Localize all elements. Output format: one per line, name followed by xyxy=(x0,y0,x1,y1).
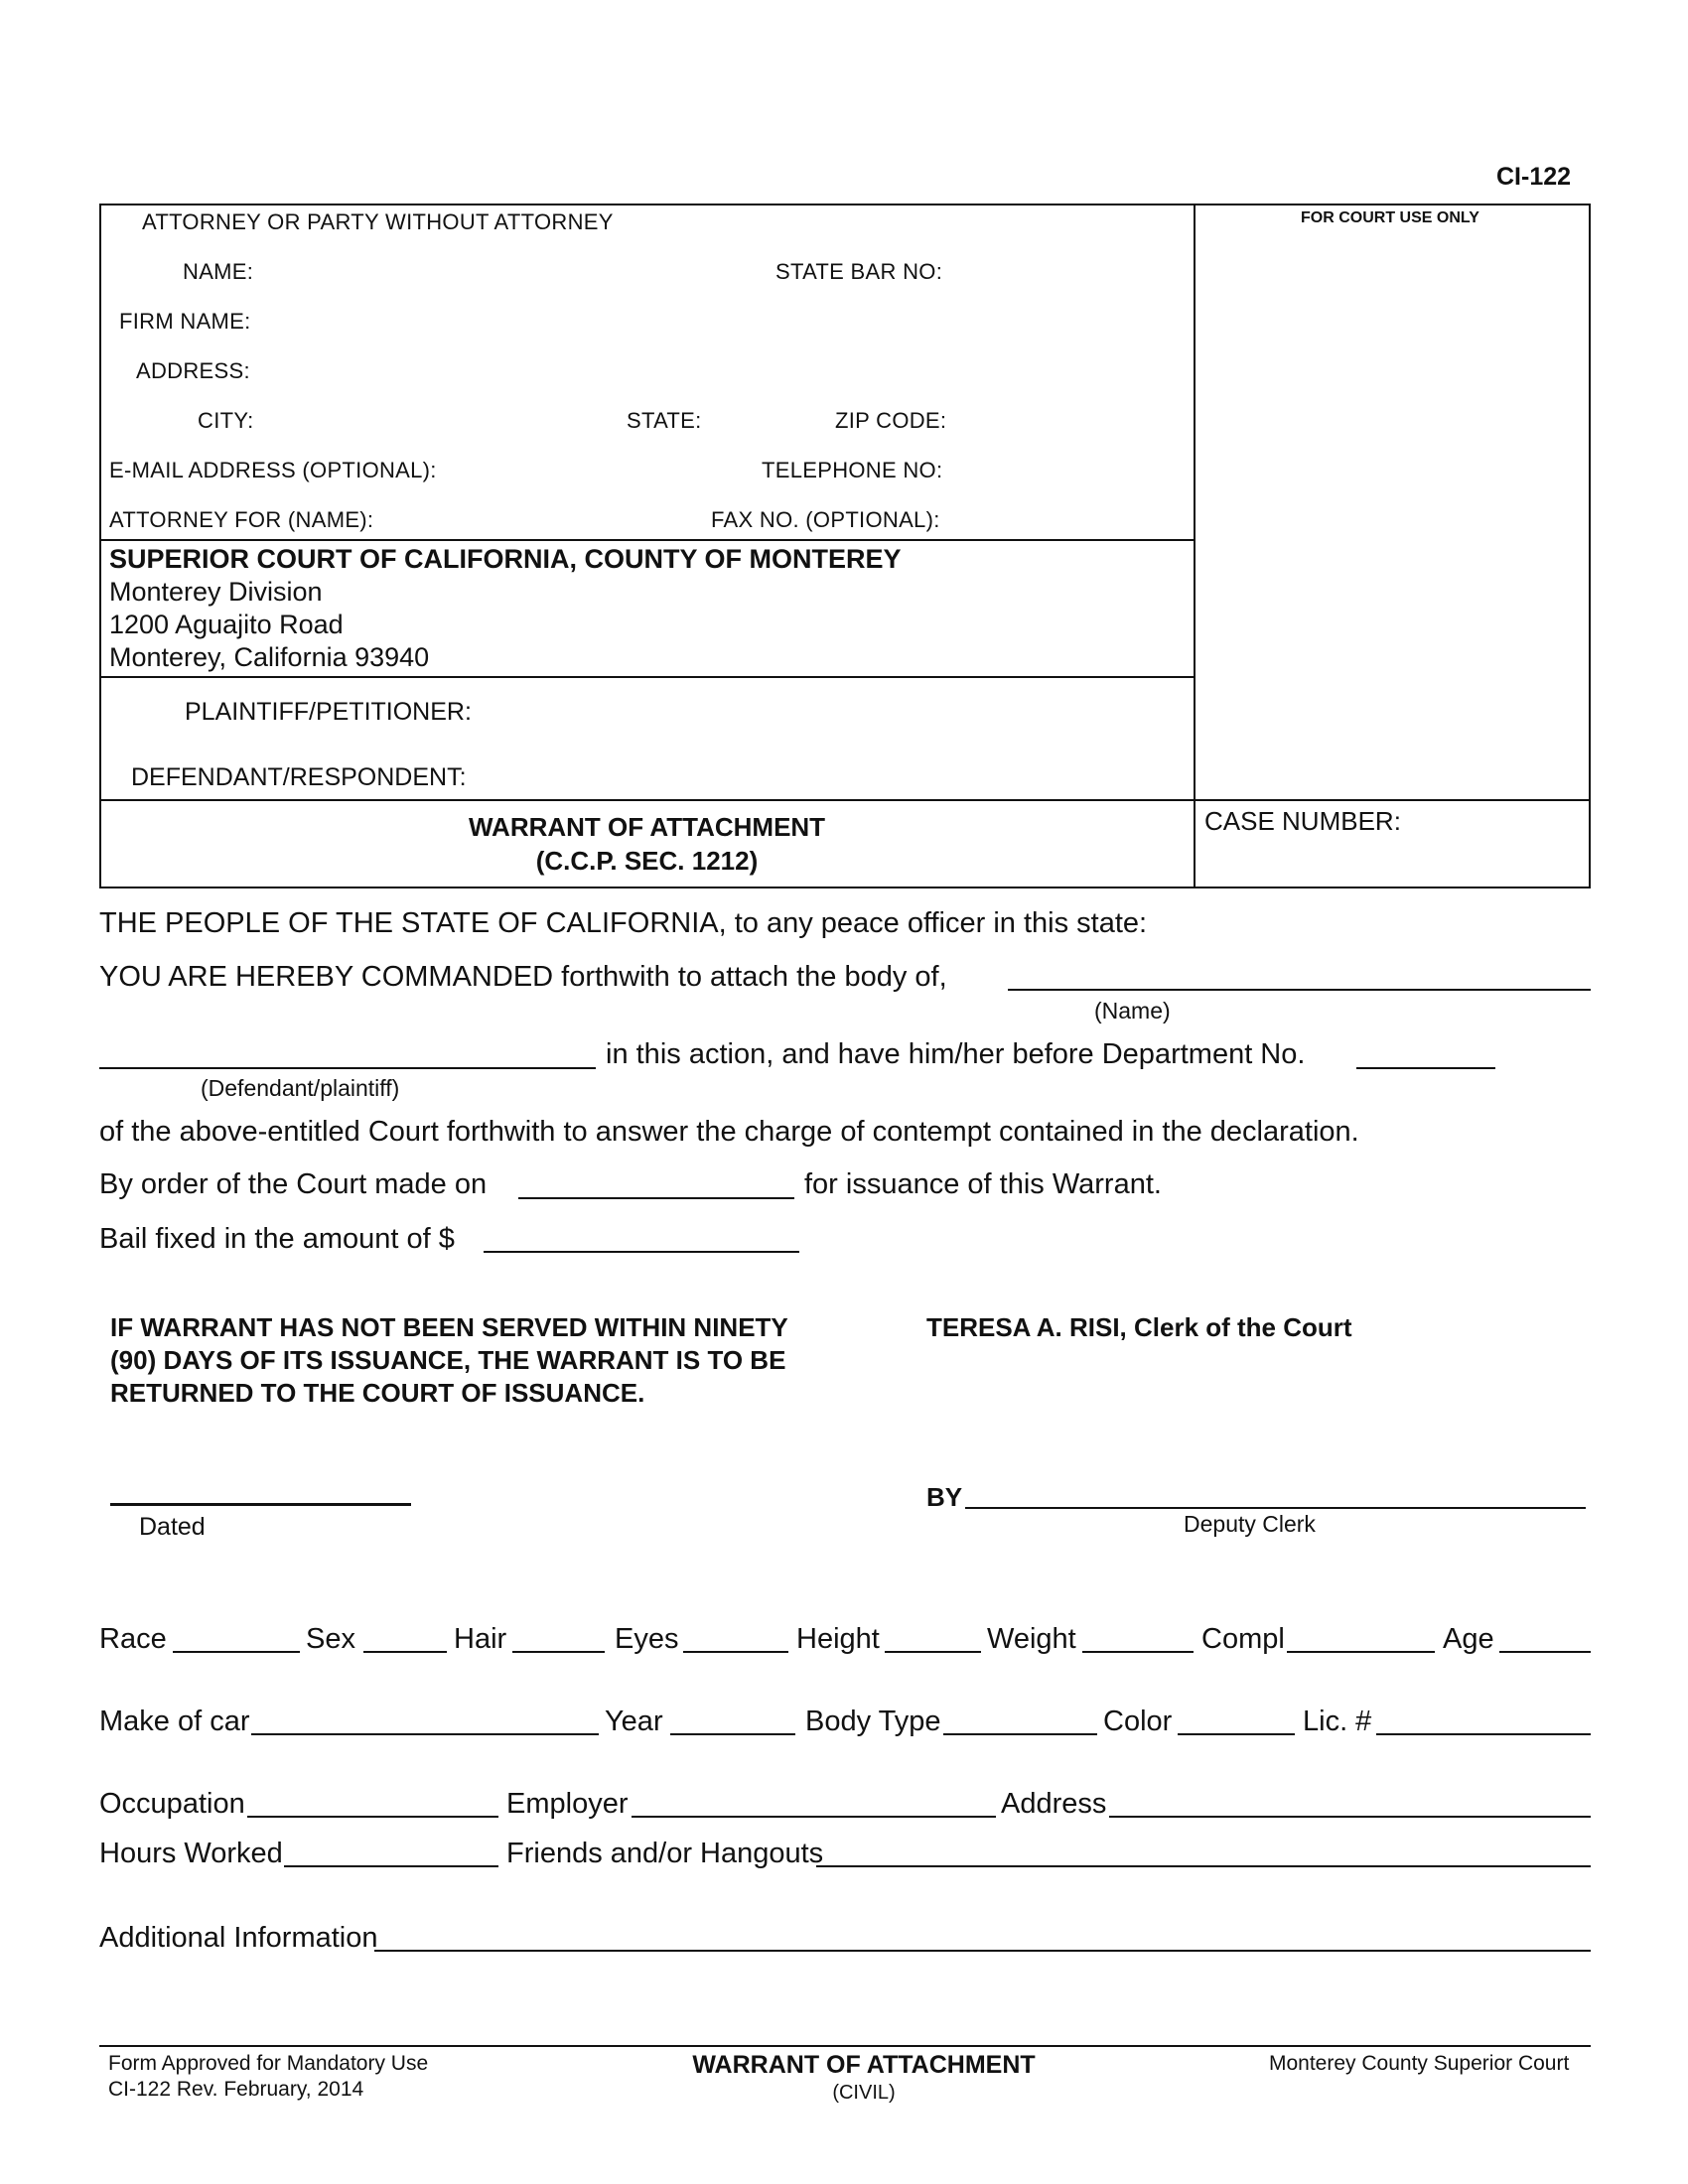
lic-blank[interactable] xyxy=(1376,1733,1591,1735)
court-use-divider xyxy=(1194,204,1196,888)
year-blank[interactable] xyxy=(670,1733,795,1735)
eyes-label: Eyes xyxy=(615,1623,679,1655)
hours-worked-blank[interactable] xyxy=(284,1865,498,1867)
party-blank[interactable] xyxy=(99,1067,596,1069)
color-blank[interactable] xyxy=(1178,1733,1295,1735)
race-blank[interactable] xyxy=(173,1651,300,1653)
footer-title: WARRANT OF ATTACHMENT xyxy=(692,2051,1036,2079)
state-bar-label[interactable]: STATE BAR NO: xyxy=(775,259,943,284)
clerk-name: TERESA A. RISI, Clerk of the Court xyxy=(926,1312,1352,1342)
make-of-car-blank[interactable] xyxy=(251,1733,599,1735)
divider-title xyxy=(99,799,1591,801)
lic-label: Lic. # xyxy=(1303,1706,1372,1737)
in-action-text: in this action, and have him/her before Department No. xyxy=(606,1038,1306,1070)
deputy-signature-line[interactable] xyxy=(965,1507,1586,1509)
form-number: CI-122 xyxy=(1496,163,1572,191)
year-label: Year xyxy=(605,1706,663,1737)
friends-blank[interactable] xyxy=(816,1865,1591,1867)
dated-line[interactable] xyxy=(110,1503,411,1506)
address-label[interactable]: ADDRESS: xyxy=(136,358,250,383)
divider-court-parties xyxy=(99,676,1195,678)
footer-court: Monterey County Superior Court xyxy=(1269,2052,1570,2075)
court-street: 1200 Aguajito Road xyxy=(109,610,344,639)
body-type-blank[interactable] xyxy=(943,1733,1097,1735)
dated-label: Dated xyxy=(139,1513,206,1541)
bail-blank[interactable] xyxy=(484,1251,799,1253)
weight-label: Weight xyxy=(987,1623,1076,1655)
weight-blank[interactable] xyxy=(1082,1651,1194,1653)
court-name: SUPERIOR COURT OF CALIFORNIA, COUNTY OF MONTEREY xyxy=(109,544,902,574)
occupation-blank[interactable] xyxy=(247,1816,498,1818)
bail-text: Bail fixed in the amount of $ xyxy=(99,1223,455,1255)
body-type-label: Body Type xyxy=(805,1706,941,1737)
people-line: THE PEOPLE OF THE STATE OF CALIFORNIA, to any peace officer in this state: xyxy=(99,907,1148,939)
notice-line-1: IF WARRANT HAS NOT BEEN SERVED WITHIN NINETY xyxy=(110,1312,788,1342)
order-prefix: By order of the Court made on xyxy=(99,1168,488,1200)
height-blank[interactable] xyxy=(885,1651,981,1653)
hours-worked-label: Hours Worked xyxy=(99,1838,283,1869)
address-label-desc: Address xyxy=(1001,1788,1107,1820)
additional-info-blank[interactable] xyxy=(374,1950,1591,1952)
compl-label: Compl xyxy=(1201,1623,1285,1655)
commanded-text: YOU ARE HEREBY COMMANDED forthwith to attach the body of, xyxy=(99,961,947,993)
email-label[interactable]: E-MAIL ADDRESS (OPTIONAL): xyxy=(109,458,437,482)
above-entitled-text: of the above-entitled Court forthwith to answer the charge of contempt contained in the declaration. xyxy=(99,1116,1359,1148)
footer-rule xyxy=(99,2045,1591,2047)
divider-attorney-court xyxy=(99,539,1195,541)
age-blank[interactable] xyxy=(1499,1651,1591,1653)
zip-label[interactable]: ZIP CODE: xyxy=(835,408,947,433)
footer-civil: (CIVIL) xyxy=(832,2082,896,2104)
by-label: BY xyxy=(926,1482,963,1512)
make-of-car-label: Make of car xyxy=(99,1706,250,1737)
state-label[interactable]: STATE: xyxy=(627,408,702,433)
attorney-for-label[interactable]: ATTORNEY FOR (NAME): xyxy=(109,507,374,532)
form-subtitle: (C.C.P. SEC. 1212) xyxy=(535,846,759,876)
order-suffix: for issuance of this Warrant. xyxy=(804,1168,1162,1200)
sex-label: Sex xyxy=(306,1623,355,1655)
color-label: Color xyxy=(1103,1706,1173,1737)
attorney-heading: ATTORNEY OR PARTY WITHOUT ATTORNEY xyxy=(142,209,614,234)
name-label[interactable]: NAME: xyxy=(183,259,254,284)
additional-info-label: Additional Information xyxy=(99,1922,378,1954)
employer-blank[interactable] xyxy=(632,1816,996,1818)
court-use-label: FOR COURT USE ONLY xyxy=(1301,209,1479,226)
name-caption: (Name) xyxy=(1094,998,1171,1024)
case-number-label[interactable]: CASE NUMBER: xyxy=(1204,806,1401,836)
order-date-blank[interactable] xyxy=(518,1197,794,1199)
footer-approved: Form Approved for Mandatory Use xyxy=(108,2052,429,2075)
compl-blank[interactable] xyxy=(1287,1651,1435,1653)
eyes-blank[interactable] xyxy=(683,1651,788,1653)
firm-name-label[interactable]: FIRM NAME: xyxy=(119,309,251,334)
notice-line-3: RETURNED TO THE COURT OF ISSUANCE. xyxy=(110,1378,645,1408)
occupation-label: Occupation xyxy=(99,1788,245,1820)
telephone-label[interactable]: TELEPHONE NO: xyxy=(762,458,943,482)
name-blank[interactable] xyxy=(1008,989,1591,991)
height-label: Height xyxy=(796,1623,880,1655)
race-label: Race xyxy=(99,1623,167,1655)
fax-label[interactable]: FAX NO. (OPTIONAL): xyxy=(711,507,940,532)
notice-line-2: (90) DAYS OF ITS ISSUANCE, THE WARRANT IS TO BE xyxy=(110,1345,786,1375)
employer-label: Employer xyxy=(506,1788,629,1820)
sex-blank[interactable] xyxy=(363,1651,447,1653)
address-blank[interactable] xyxy=(1109,1816,1591,1818)
plaintiff-label[interactable]: PLAINTIFF/PETITIONER: xyxy=(185,698,472,726)
age-label: Age xyxy=(1443,1623,1494,1655)
city-label[interactable]: CITY: xyxy=(198,408,254,433)
form-title: WARRANT OF ATTACHMENT xyxy=(468,812,826,842)
court-division: Monterey Division xyxy=(109,577,323,607)
hair-label: Hair xyxy=(454,1623,507,1655)
defendant-label[interactable]: DEFENDANT/RESPONDENT: xyxy=(131,763,467,791)
party-caption: (Defendant/plaintiff) xyxy=(201,1075,400,1101)
friends-label: Friends and/or Hangouts xyxy=(506,1838,824,1869)
deputy-clerk-label: Deputy Clerk xyxy=(1184,1511,1316,1537)
hair-blank[interactable] xyxy=(512,1651,605,1653)
footer-rev: CI-122 Rev. February, 2014 xyxy=(108,2078,364,2101)
court-city: Monterey, California 93940 xyxy=(109,642,430,672)
department-blank[interactable] xyxy=(1356,1067,1495,1069)
